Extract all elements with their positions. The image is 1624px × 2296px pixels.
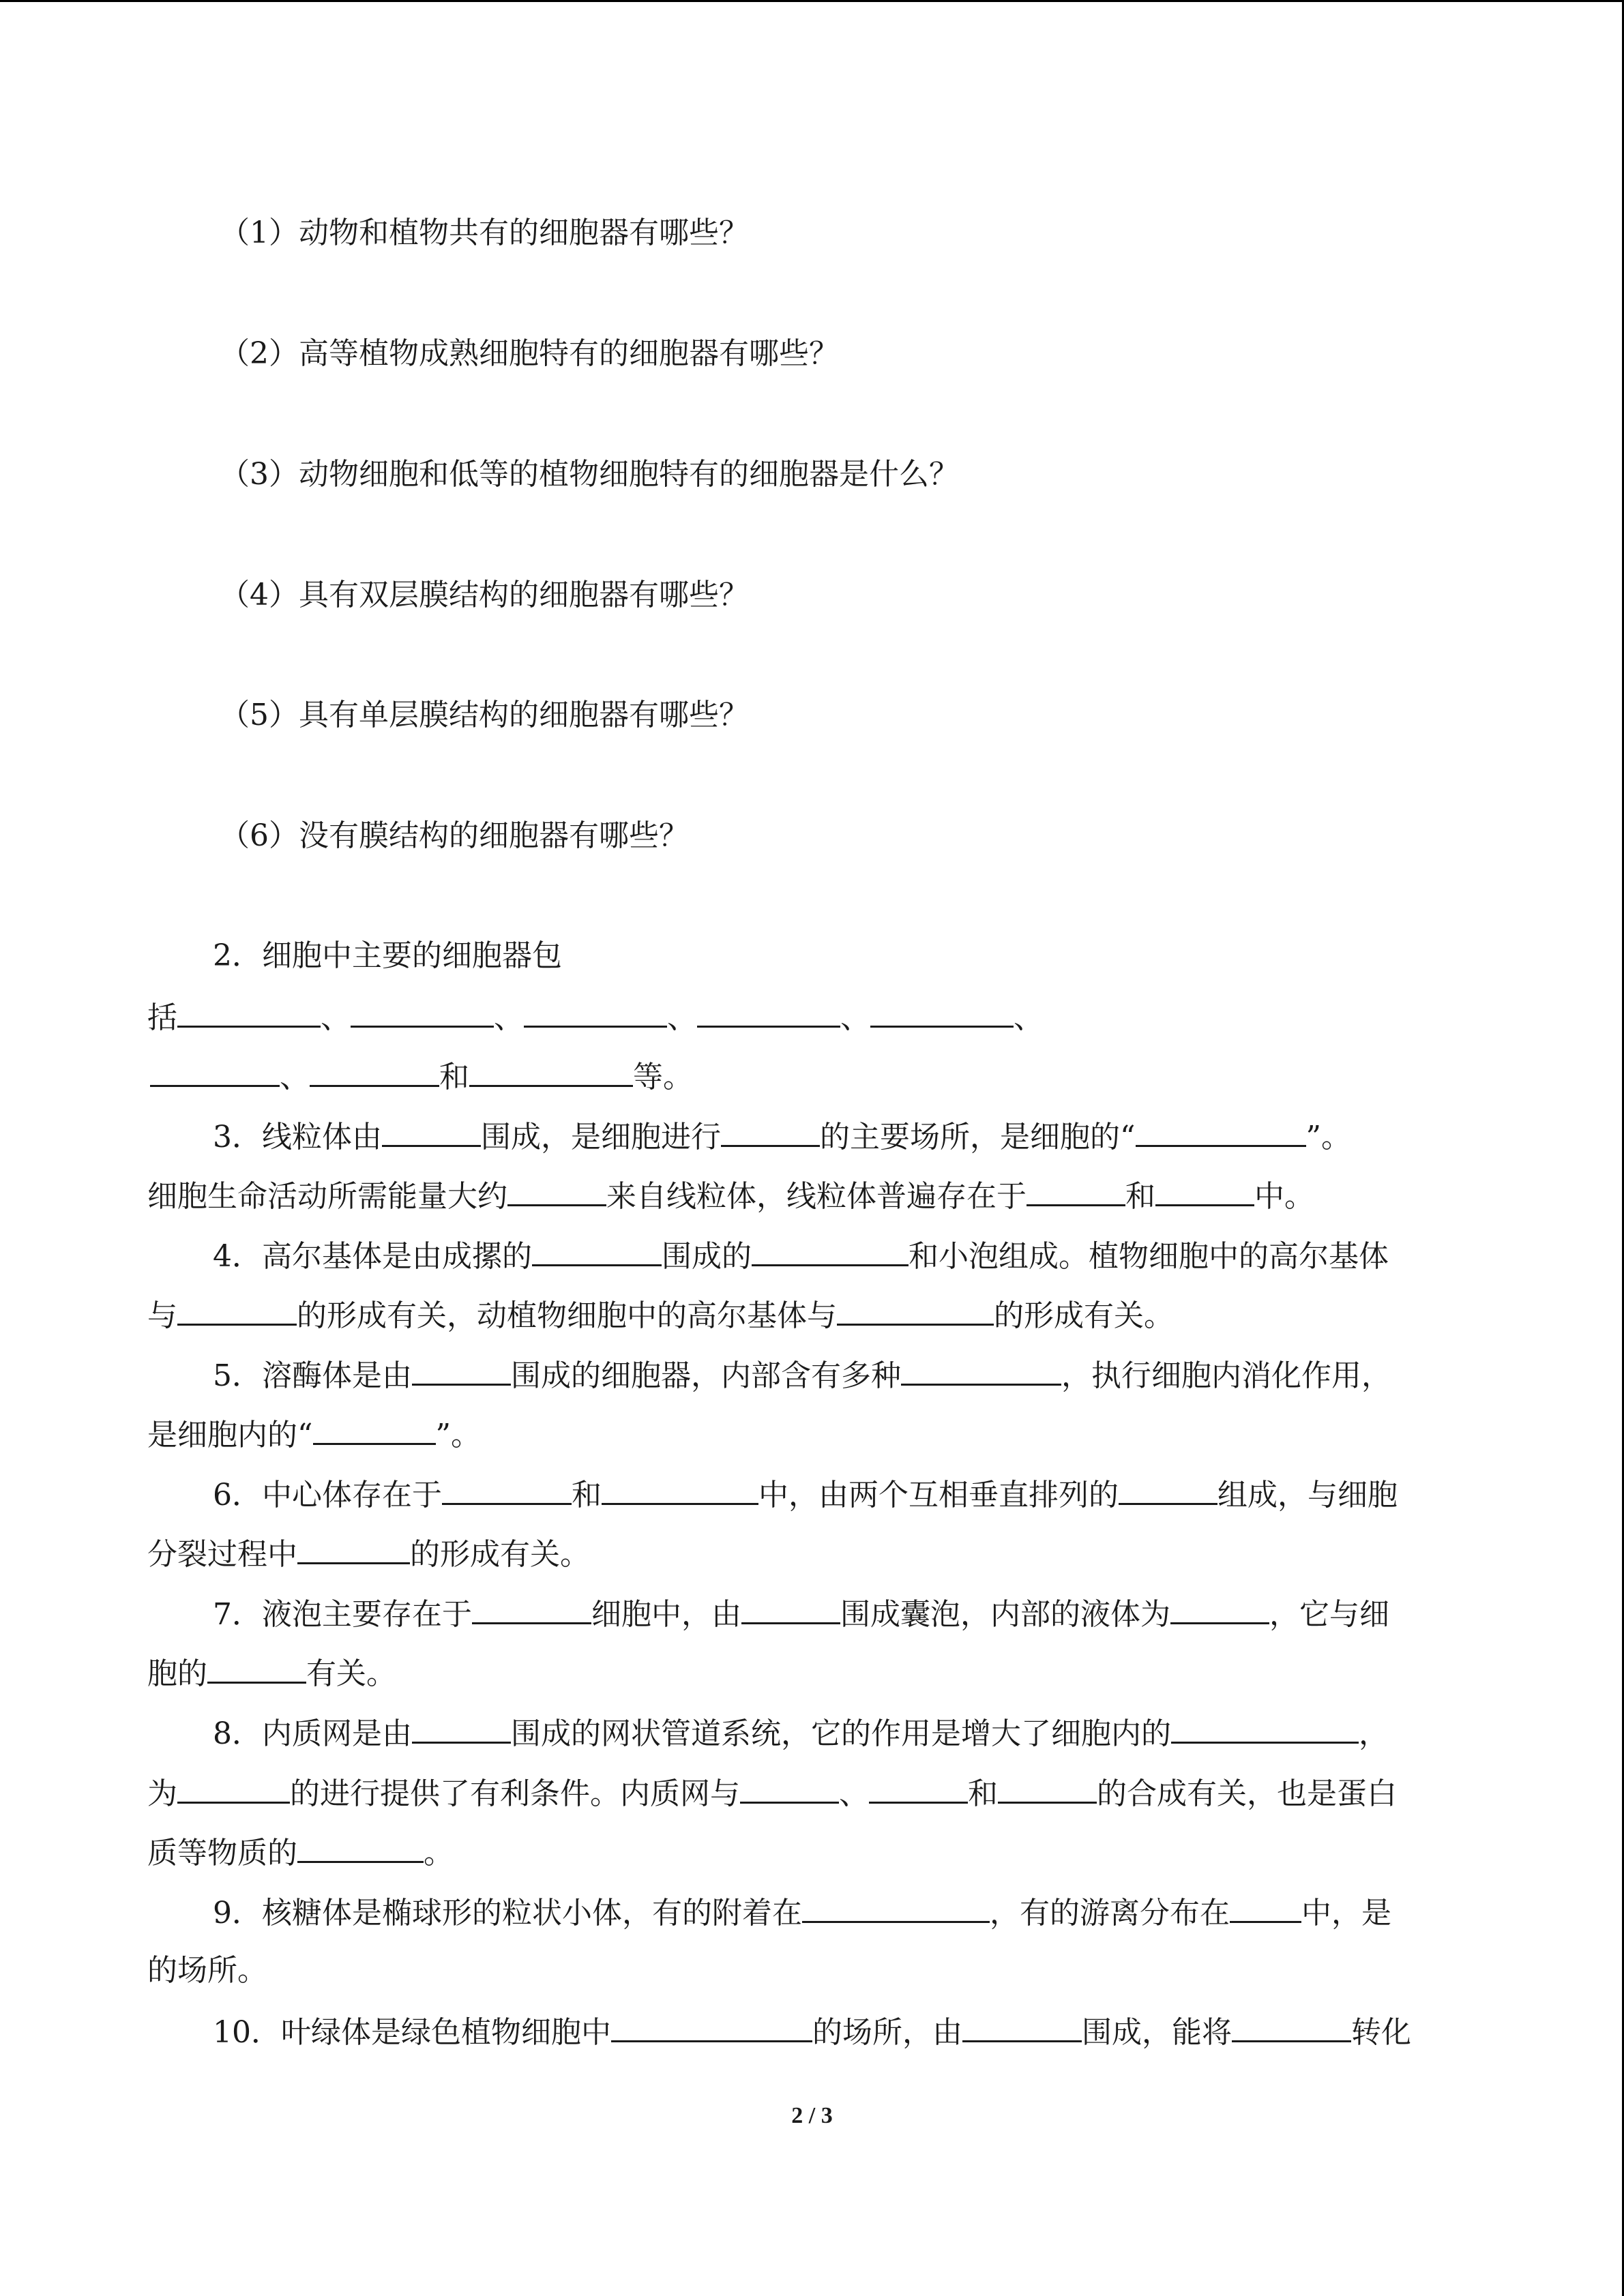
- answer-blank[interactable]: [297, 1831, 424, 1863]
- answer-blank[interactable]: [207, 1652, 306, 1684]
- answer-blank[interactable]: [469, 1055, 633, 1087]
- answer-blank[interactable]: [177, 1294, 297, 1326]
- q7-line2: [147, 1652, 396, 1695]
- q3-text: 细胞生命活动所需能量大约: [147, 1179, 507, 1214]
- q5-text: 围成的细胞器，内部含有多种: [511, 1358, 901, 1393]
- q6-text: 组成，与细胞: [1217, 1478, 1398, 1512]
- q10-line1: [213, 2010, 1411, 2053]
- q4-text: 的形成有关，动植物细胞中的高尔基体与: [297, 1298, 837, 1333]
- q7-text: 细胞中，由: [591, 1597, 741, 1632]
- answer-blank[interactable]: [524, 996, 667, 1028]
- q4-line2: [147, 1294, 1174, 1337]
- answer-blank[interactable]: [412, 1712, 511, 1744]
- q8-line1: [213, 1712, 1389, 1755]
- answer-blank[interactable]: [998, 1772, 1097, 1804]
- answer-blank[interactable]: [869, 1772, 968, 1804]
- q8-text: 的合成有关，也是蛋白: [1097, 1776, 1397, 1811]
- answer-blank[interactable]: [1232, 2010, 1351, 2042]
- q4-text: 和小泡组成。植物细胞中的高尔基体: [909, 1239, 1389, 1274]
- q10-text: 的场所，由: [812, 2015, 962, 2050]
- q5-text: ，执行细胞内消化作用，: [1061, 1358, 1391, 1393]
- q9-text: ，有的游离分布在: [990, 1896, 1230, 1930]
- q9-text: 9．核糖体是椭球形的粒状小体，有的附着在: [213, 1896, 802, 1930]
- q6-text: 分裂过程中: [147, 1537, 297, 1572]
- answer-blank[interactable]: [412, 1354, 511, 1386]
- q9-text: 中，是: [1301, 1896, 1391, 1930]
- q3-text: 的主要场所，是细胞的“: [820, 1120, 1136, 1154]
- q2-sep: 、: [280, 1060, 310, 1094]
- q8-line3: [147, 1831, 454, 1874]
- answer-blank[interactable]: [382, 1115, 481, 1147]
- q3-line2: [147, 1174, 1314, 1217]
- q8-text: 围成的网状管道系统，它的作用是增大了细胞内的: [511, 1716, 1171, 1751]
- q6-line2: [147, 1532, 590, 1575]
- q4-text: 4．高尔基体是由成摞的: [213, 1239, 532, 1274]
- answer-blank[interactable]: [602, 1473, 758, 1505]
- answer-blank[interactable]: [351, 996, 494, 1028]
- answer-blank[interactable]: [177, 996, 321, 1028]
- q6-line1: [213, 1473, 1398, 1516]
- answer-blank[interactable]: [962, 2010, 1082, 2042]
- q8-text: 8．内质网是由: [213, 1716, 412, 1751]
- answer-blank[interactable]: [870, 996, 1014, 1028]
- answer-blank[interactable]: [901, 1354, 1061, 1386]
- q9-line1: [213, 1891, 1391, 1934]
- q10-text: 围成，能将: [1082, 2015, 1232, 2050]
- q3-text: 和: [1125, 1179, 1155, 1214]
- q2-sep: 、: [494, 1000, 524, 1035]
- q2-sep: 、: [1014, 1000, 1044, 1035]
- q2-end: 等。: [633, 1060, 693, 1094]
- q4-text: 围成的: [662, 1239, 752, 1274]
- q8-text: 的进行提供了有利条件。内质网与: [290, 1776, 740, 1811]
- q4-text: 的形成有关。: [994, 1298, 1174, 1333]
- answer-blank[interactable]: [150, 1055, 280, 1087]
- q3-text: 围成，是细胞进行: [481, 1120, 721, 1154]
- q3-line1: [213, 1115, 1351, 1158]
- q8-line2: [147, 1772, 1397, 1815]
- q2-text: 2．细胞中主要的细胞器包: [213, 938, 562, 973]
- answer-blank[interactable]: [532, 1234, 662, 1266]
- answer-blank[interactable]: [1119, 1473, 1217, 1505]
- sub-question-1: （1）动物和植物共有的细胞器有哪些？: [220, 215, 749, 250]
- q8-text: 、: [839, 1776, 869, 1811]
- q9-text: 的场所。: [147, 1953, 267, 1988]
- q8-text: 和: [968, 1776, 998, 1811]
- q6-text: 6．中心体存在于: [213, 1478, 442, 1512]
- q6-text: 中，由两个互相垂直排列的: [758, 1478, 1119, 1512]
- answer-blank[interactable]: [741, 1592, 840, 1624]
- q7-text: ，它与细: [1269, 1597, 1389, 1632]
- q4-line1: [213, 1234, 1389, 1277]
- answer-blank[interactable]: [442, 1473, 572, 1505]
- answer-blank[interactable]: [310, 1055, 439, 1087]
- q3-text: 3．线粒体由: [213, 1120, 382, 1154]
- q2-sep: 、: [840, 1000, 870, 1035]
- q7-text: 7．液泡主要存在于: [213, 1597, 472, 1632]
- q7-text: 胞的: [147, 1656, 207, 1691]
- page-number: 2 / 3: [791, 2103, 833, 2128]
- q2-line3: [150, 1055, 693, 1098]
- q8-text: 。: [424, 1836, 454, 1870]
- sub-question-2: （2）高等植物成熟细胞特有的细胞器有哪些？: [220, 336, 839, 371]
- answer-blank[interactable]: [313, 1413, 436, 1445]
- q3-text: 中。: [1254, 1179, 1314, 1214]
- q4-text: 与: [147, 1298, 177, 1333]
- q2-line2: [147, 996, 1044, 1039]
- q10-text: 转化: [1351, 2015, 1411, 2050]
- q5-text: 是细胞内的“: [147, 1418, 313, 1452]
- answer-blank[interactable]: [297, 1532, 410, 1564]
- q5-line2: [147, 1413, 481, 1456]
- sub-question-6: （6）没有膜结构的细胞器有哪些？: [220, 818, 689, 853]
- q2-text: 括: [147, 1000, 177, 1035]
- answer-blank[interactable]: [1230, 1891, 1301, 1923]
- answer-blank[interactable]: [1155, 1174, 1254, 1206]
- sub-question-5: （5）具有单层膜结构的细胞器有哪些？: [220, 698, 749, 732]
- q5-line1: [213, 1354, 1391, 1397]
- answer-blank[interactable]: [837, 1294, 994, 1326]
- answer-blank[interactable]: [1027, 1174, 1125, 1206]
- q2-sep: 、: [667, 1000, 697, 1035]
- q8-text: 质等物质的: [147, 1836, 297, 1870]
- q10-text: 10．叶绿体是绿色植物细胞中: [213, 2015, 611, 2050]
- answer-blank[interactable]: [1170, 1592, 1269, 1624]
- answer-blank[interactable]: [177, 1772, 290, 1804]
- q7-text: 有关。: [306, 1656, 396, 1691]
- q2-and: 和: [439, 1060, 469, 1094]
- top-border: [0, 0, 1624, 2]
- q6-text: 的形成有关。: [410, 1537, 590, 1572]
- q5-text: 5．溶酶体是由: [213, 1358, 412, 1393]
- answer-blank[interactable]: [611, 2010, 812, 2042]
- q7-text: 围成囊泡，内部的液体为: [840, 1597, 1170, 1632]
- sub-question-4: （4）具有双层膜结构的细胞器有哪些？: [220, 578, 749, 612]
- q6-text: 和: [572, 1478, 602, 1512]
- answer-blank[interactable]: [472, 1592, 591, 1624]
- answer-blank[interactable]: [507, 1174, 606, 1206]
- q2-line1: [213, 936, 562, 976]
- answer-blank[interactable]: [697, 996, 840, 1028]
- q7-line1: [213, 1592, 1389, 1635]
- answer-blank[interactable]: [802, 1891, 990, 1923]
- answer-blank[interactable]: [1136, 1115, 1306, 1147]
- answer-blank[interactable]: [752, 1234, 909, 1266]
- sub-question-3: （3）动物细胞和低等的植物细胞特有的细胞器是什么？: [220, 457, 959, 492]
- answer-blank[interactable]: [721, 1115, 820, 1147]
- q2-sep: 、: [321, 1000, 351, 1035]
- q8-text: 为: [147, 1776, 177, 1811]
- q5-text: ”。: [435, 1418, 481, 1452]
- answer-blank[interactable]: [1171, 1712, 1359, 1744]
- q3-text: ”。: [1305, 1120, 1351, 1154]
- q8-text: ，: [1359, 1716, 1389, 1751]
- answer-blank[interactable]: [740, 1772, 839, 1804]
- q9-line2: [147, 1950, 267, 1991]
- q3-text: 来自线粒体，线粒体普遍存在于: [606, 1179, 1027, 1214]
